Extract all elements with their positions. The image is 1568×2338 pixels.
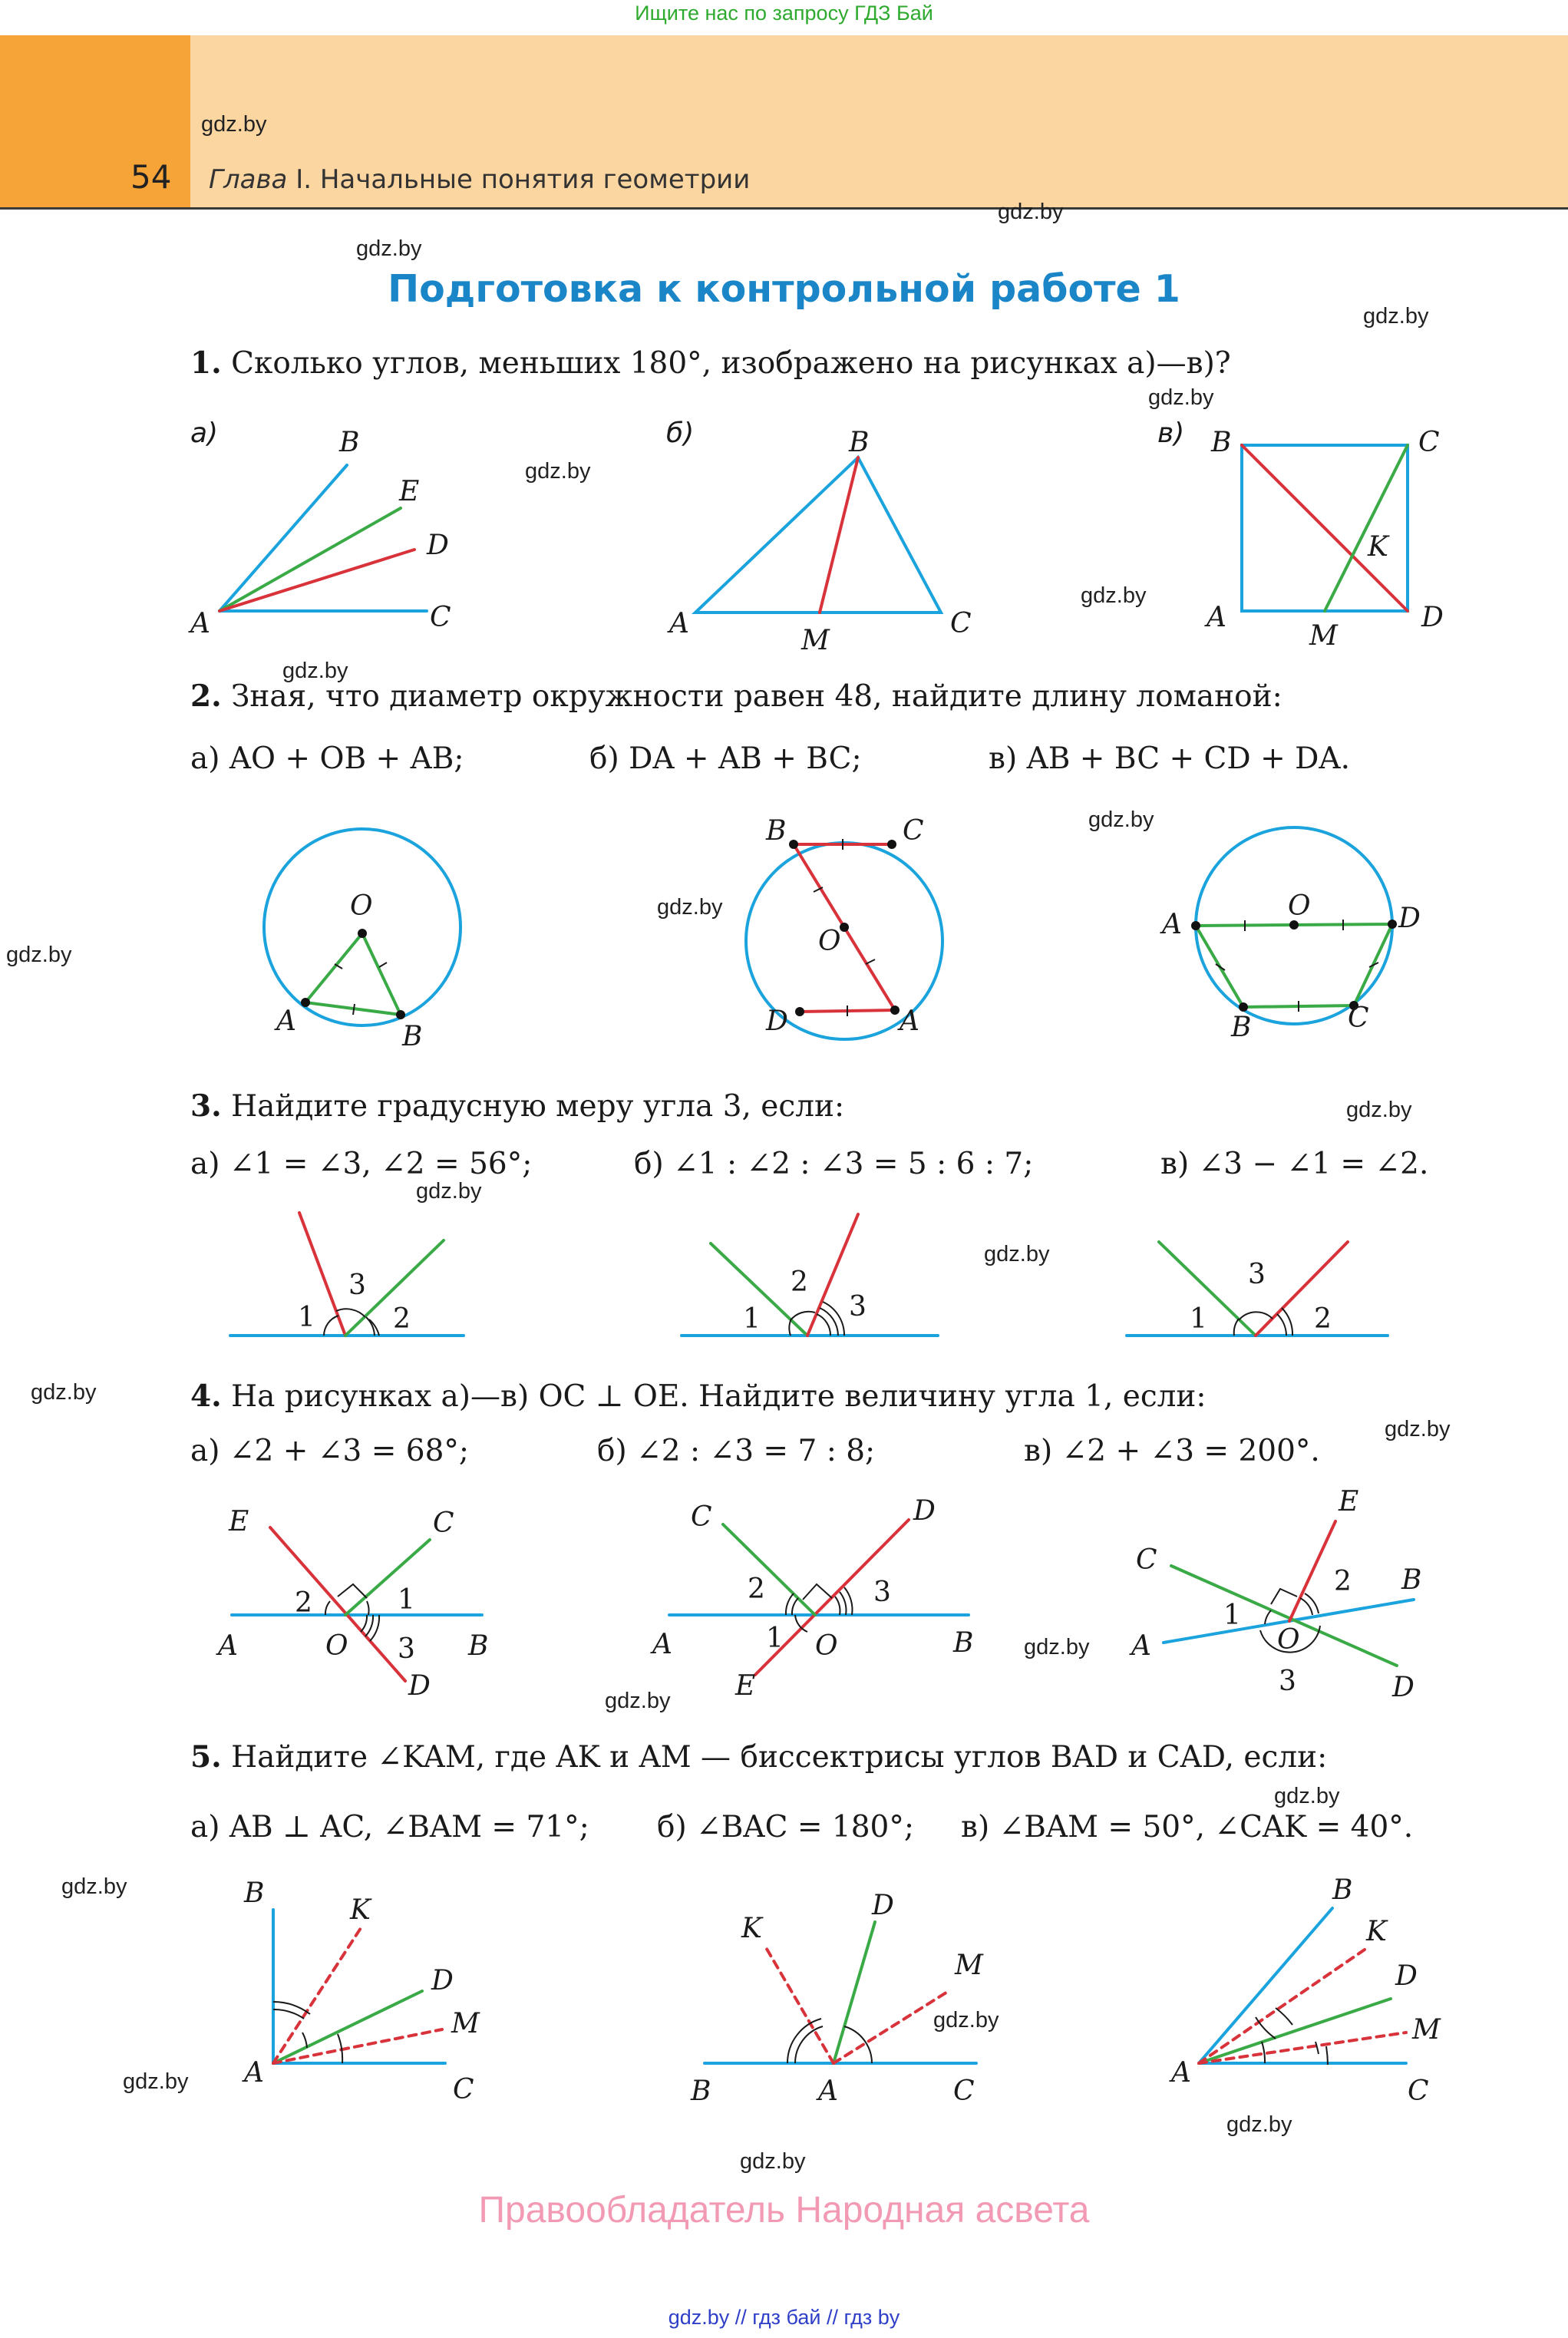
angle-label-2: 2: [791, 1266, 808, 1298]
angle-arc: [791, 1312, 815, 1320]
ray-ae: [220, 508, 401, 611]
watermark: gdz.by: [201, 112, 267, 137]
point: [795, 1007, 804, 1016]
label-c: C: [1136, 1544, 1157, 1576]
task-text: Зная, что диаметр окружности равен 48, найдите длину ломаной:: [221, 679, 1282, 714]
label-b: B: [766, 815, 787, 847]
label-d: D: [1395, 1960, 1418, 1992]
label-b: B: [339, 427, 360, 458]
watermark: gdz.by: [1024, 1635, 1090, 1659]
bisector-am-5a: [273, 2029, 442, 2063]
task-3-condition-a: а) ∠1 = ∠3, ∠2 = 56°;: [190, 1147, 533, 1181]
label-b: B: [468, 1630, 489, 1662]
page-title: Подготовка к контрольной работе 1: [388, 267, 1180, 311]
angle-arc: [844, 2026, 872, 2063]
label-c: C: [903, 815, 924, 847]
label-d: D: [872, 1890, 894, 1921]
angle-label-1: 1: [1190, 1303, 1207, 1335]
right-angle-mark: [338, 1584, 367, 1598]
watermark: gdz.by: [605, 1689, 671, 1713]
label-k: K: [1366, 1916, 1387, 1947]
right-angle-mark: [1271, 1589, 1297, 1604]
figure-label-c: в): [1157, 418, 1185, 449]
ray-oc-4b: [723, 1524, 815, 1615]
watermark: gdz.by: [1226, 2112, 1292, 2137]
label-o: O: [325, 1630, 348, 1662]
bottom-note: gdz.by // гдз бай // гдз by: [668, 2306, 900, 2329]
label-o: O: [350, 890, 373, 922]
label-a: A: [276, 1006, 296, 1037]
label-b: B: [953, 1627, 974, 1659]
point: [396, 1010, 405, 1019]
angle-arc: [1300, 1598, 1312, 1615]
label-d: D: [1421, 602, 1444, 633]
watermark: gdz.by: [998, 200, 1064, 224]
label-c: C: [950, 608, 972, 639]
watermark: gdz.by: [1363, 304, 1429, 329]
watermark: gdz.by: [6, 943, 72, 967]
ray-ab: [220, 465, 347, 611]
label-a: A: [900, 1006, 919, 1037]
label-b: B: [244, 1877, 265, 1909]
label-m: M: [955, 1950, 983, 1981]
angle-label-2: 2: [295, 1587, 312, 1619]
label-b: B: [1231, 1012, 1252, 1043]
angle-label-1: 1: [298, 1302, 315, 1333]
tick-mark: [353, 1004, 355, 1015]
label-a: A: [818, 2075, 838, 2107]
angle-arc: [787, 2019, 821, 2063]
label-b: B: [691, 2075, 711, 2107]
point: [1388, 920, 1397, 929]
watermark: gdz.by: [657, 895, 723, 920]
figure-label-a: а): [190, 418, 219, 449]
watermark: gdz.by: [740, 2149, 806, 2174]
label-b: B: [849, 427, 870, 458]
watermark: gdz.by: [933, 2008, 999, 2033]
angle-arc: [1277, 1314, 1286, 1336]
label-a: A: [244, 2057, 264, 2089]
label-a: A: [1131, 1630, 1151, 1662]
label-a: A: [652, 1629, 672, 1660]
angle-arc: [835, 1597, 840, 1615]
triangle-abc: [695, 457, 941, 613]
label-m: M: [1309, 620, 1338, 652]
label-o: O: [815, 1630, 838, 1662]
task-text: На рисунках а)—в) OC ⊥ OE. Найдите величину угла 1, если:: [221, 1379, 1207, 1414]
task-3-condition-c: в) ∠3 − ∠1 = ∠2.: [1160, 1147, 1429, 1181]
label-d: D: [1398, 903, 1421, 934]
label-d: D: [913, 1495, 936, 1527]
ray-ad: [220, 550, 414, 611]
label-c: C: [430, 602, 451, 633]
angle-label-1: 1: [1223, 1600, 1241, 1631]
page-number: 54: [130, 158, 172, 196]
label-k: K: [1368, 531, 1388, 563]
angle-label-3: 3: [849, 1291, 867, 1323]
label-e: E: [1339, 1486, 1359, 1517]
figure-label-b: б): [666, 418, 695, 449]
angle-label-3: 3: [1279, 1666, 1296, 1697]
watermark: gdz.by: [1385, 1417, 1451, 1441]
task-text: Найдите ∠KAM, где AK и AM — биссектрисы углов BAD и CAD, если:: [221, 1740, 1328, 1775]
task-number: 5.: [190, 1739, 222, 1775]
label-c: C: [1348, 1002, 1369, 1034]
label-c: C: [1408, 2075, 1429, 2107]
point: [1191, 921, 1200, 930]
label-c: C: [691, 1501, 712, 1533]
label-m: M: [1412, 2014, 1441, 2046]
copyright-notice: Правообладатель Народная асвета: [478, 2190, 1090, 2231]
task-5-condition-b: б) ∠BAC = 180°;: [657, 1810, 914, 1844]
angle-label-3: 3: [398, 1633, 415, 1665]
task-text: Сколько углов, меньших 180°, изображено на рисунках а)—в)?: [221, 346, 1231, 381]
point: [789, 840, 798, 849]
label-m: M: [451, 2008, 480, 2039]
angle-label-3: 3: [1248, 1259, 1266, 1290]
label-a: A: [1207, 602, 1226, 633]
label-b: B: [1401, 1564, 1422, 1596]
label-d: D: [1392, 1672, 1415, 1703]
chapter-name: I. Начальные понятия геометрии: [287, 164, 751, 195]
task-number: 1.: [190, 345, 222, 381]
label-m: M: [801, 625, 830, 656]
watermark: gdz.by: [1148, 385, 1214, 410]
label-a: A: [218, 1630, 238, 1662]
watermark: gdz.by: [356, 236, 422, 261]
label-o: O: [1277, 1624, 1300, 1656]
label-a: A: [669, 608, 689, 639]
ray-oc-4a: [345, 1540, 430, 1615]
watermark: gdz.by: [416, 1179, 482, 1204]
angle-label-1: 1: [766, 1623, 784, 1654]
label-a: A: [190, 608, 210, 639]
angle-arc: [324, 1316, 338, 1336]
point: [301, 998, 310, 1007]
label-b: B: [402, 1021, 423, 1052]
point: [358, 929, 367, 938]
label-b: B: [1211, 427, 1232, 458]
task-5-condition-c: в) ∠BAM = 50°, ∠CAK = 40°.: [961, 1810, 1414, 1844]
watermark: gdz.by: [282, 659, 348, 683]
label-c: C: [1418, 427, 1440, 458]
task-4-condition-b: б) ∠2 : ∠3 = 7 : 8;: [597, 1434, 876, 1468]
segment-bm: [820, 457, 858, 613]
angle-arc: [325, 1601, 330, 1615]
task-3-condition-b: б) ∠1 : ∠2 : ∠3 = 5 : 6 : 7;: [634, 1147, 1034, 1181]
label-k: K: [350, 1894, 371, 1926]
angle-arc: [336, 1309, 365, 1317]
label-e: E: [735, 1670, 756, 1702]
angle-arc: [1239, 1312, 1273, 1320]
chapter-word: Глава: [209, 164, 288, 195]
broken-line-aob: [305, 933, 401, 1015]
label-c: C: [953, 2075, 975, 2107]
task-2-condition-a: а) AO + OB + AB;: [190, 741, 464, 776]
angle-arc: [1262, 2042, 1265, 2063]
label-e: E: [229, 1506, 249, 1537]
ray-3c-green: [1159, 1242, 1256, 1336]
angle-label-1: 1: [398, 1584, 415, 1616]
angle-arc: [1276, 2008, 1292, 2025]
watermark: gdz.by: [984, 1242, 1050, 1266]
angle-arc: [789, 1319, 791, 1336]
label-e: E: [399, 476, 420, 507]
top-note: Ищите нас по запросу ГДЗ Бай: [635, 2, 933, 25]
task-4-condition-a: а) ∠2 + ∠3 = 68°;: [190, 1434, 470, 1468]
angle-label-1: 1: [743, 1303, 761, 1335]
label-c: C: [433, 1507, 454, 1539]
label-o: O: [818, 926, 841, 957]
angle-arc: [302, 2033, 307, 2048]
ray-oe-4c: [1289, 1521, 1335, 1621]
task-number: 2.: [190, 679, 222, 714]
watermark: gdz.by: [1088, 807, 1154, 832]
task-2-condition-c: в) AB + BC + CD + DA.: [989, 741, 1350, 776]
angle-label-2: 2: [393, 1303, 411, 1335]
circle-a: [264, 829, 460, 1025]
angle-arc: [1315, 2042, 1319, 2054]
angle-arc: [792, 1598, 798, 1615]
label-d: D: [766, 1006, 788, 1037]
angle-label-3: 3: [348, 1270, 366, 1301]
watermark: gdz.by: [123, 2069, 189, 2094]
label-d: D: [431, 1965, 454, 1996]
task-text: Найдите градусную меру угла 3, если:: [221, 1089, 845, 1124]
angle-label-2: 2: [1314, 1303, 1332, 1335]
label-a: A: [1171, 2057, 1191, 2089]
point: [887, 840, 896, 849]
angle-arc: [1265, 1610, 1271, 1624]
diagonal-bd: [1242, 445, 1408, 611]
watermark: gdz.by: [1081, 583, 1147, 608]
label-b: B: [1332, 1874, 1353, 1906]
label-o: O: [1288, 890, 1311, 922]
angle-arc: [367, 1601, 369, 1615]
segment-mc: [1325, 445, 1408, 611]
task-2-condition-b: б) DA + AB + BC;: [589, 741, 862, 776]
angle-arc: [817, 1314, 830, 1336]
point: [840, 923, 849, 932]
watermark: gdz.by: [61, 1874, 127, 1899]
watermark: gdz.by: [1274, 1784, 1340, 1808]
task-5-condition-a: а) AB ⊥ AC, ∠BAM = 71°;: [190, 1810, 589, 1844]
watermark: gdz.by: [525, 459, 591, 484]
label-a: A: [1162, 909, 1182, 940]
bisector-am-5c: [1199, 2033, 1406, 2063]
angle-arc: [273, 2009, 304, 2019]
task-number: 4.: [190, 1379, 222, 1414]
label-k: K: [741, 1913, 762, 1944]
label-d: D: [408, 1670, 431, 1702]
label-c: C: [453, 2074, 474, 2105]
angle-arc: [1234, 1319, 1239, 1336]
right-angle-mark: [803, 1584, 832, 1600]
watermark: gdz.by: [1346, 1098, 1412, 1122]
task-4-condition-c: в) ∠2 + ∠3 = 200°.: [1024, 1434, 1320, 1468]
point: [890, 1006, 900, 1015]
tick-mark: [379, 963, 387, 967]
angle-label-3: 3: [873, 1577, 891, 1608]
angle-label-2: 2: [1334, 1566, 1352, 1597]
watermark: gdz.by: [31, 1380, 97, 1405]
angle-label-2: 2: [748, 1574, 765, 1605]
point: [1239, 1002, 1248, 1012]
ray-3c-red: [1256, 1242, 1348, 1336]
task-number: 3.: [190, 1088, 222, 1124]
label-d: D: [427, 530, 449, 561]
